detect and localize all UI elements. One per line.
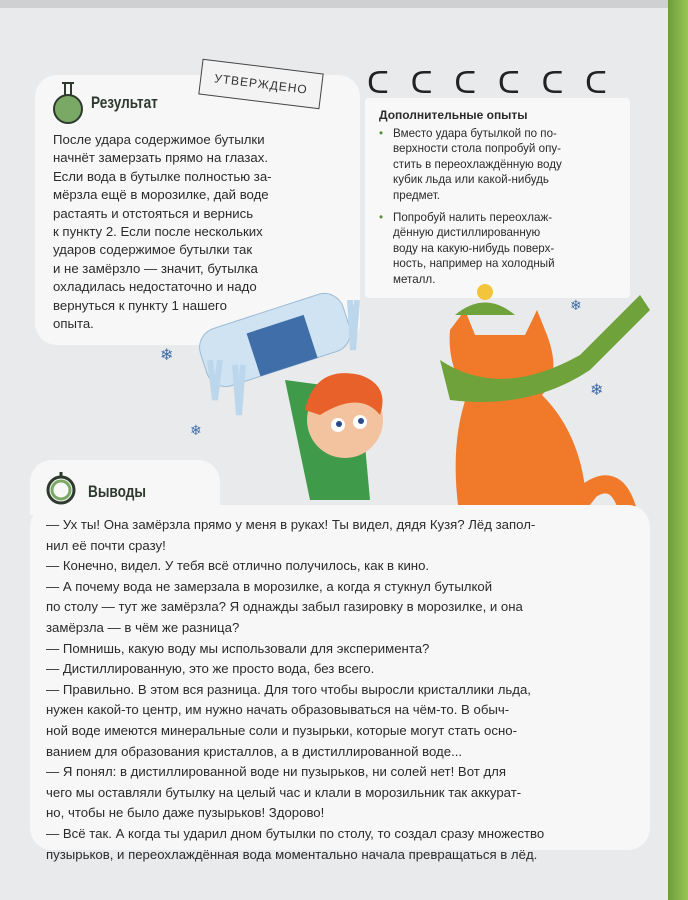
text-line: опыта. — [53, 316, 94, 332]
text-line: к пункту 2. Если после нескольких — [53, 224, 263, 240]
conclusions-heading: Выводы — [88, 482, 146, 501]
text-line: • Вместо удара бутылкой по по- — [393, 127, 557, 140]
ring-icon: ᑕ — [497, 67, 520, 100]
extra-experiments-note — [365, 98, 630, 298]
ring-icon: ᑕ — [585, 67, 607, 100]
text-line: нужен какой-то центр, им нужно начать образовываться на чём-то. В обыч- — [46, 702, 510, 718]
text-line: После удара содержимое бутылки — [53, 132, 265, 147]
text-line: металл. — [393, 272, 436, 286]
result-heading: Результат — [91, 93, 158, 112]
snowflake-icon: ❄ — [160, 347, 174, 364]
text-line: — Правильно. В этом вся разница. Для того чтобы выросли кристаллики льда, — [46, 681, 531, 697]
text-line: — Конечно, видел. У тебя всё отлично получилось, как в кино. — [46, 558, 430, 574]
text-line: начнёт замерзать прямо на глазах. — [53, 150, 269, 166]
text-line: охладилась недостаточно и надо — [53, 279, 257, 295]
text-line: • Попробуй налить переохлаж- — [393, 211, 553, 225]
text-line: нил её почти сразу! — [46, 537, 166, 553]
text-line: дённую дистиллированную — [393, 226, 541, 240]
text-line: замёрзла — в чём же разница? — [46, 619, 240, 635]
text-line: — Всё так. А когда ты ударил дном бутылки по столу, то создал сразу множество — [46, 825, 545, 841]
notebook-rings — [367, 66, 607, 106]
text-line: — Дистиллированную, это же просто вода, без всего. — [46, 661, 375, 677]
conclusions-text — [46, 515, 544, 865]
snowflake-icon: ❄ — [590, 382, 604, 399]
ring-icon: ᑕ — [367, 67, 389, 100]
text-line: но, чтобы не было даже пузырьков! Здорово! — [46, 805, 325, 821]
text-line: ванием для образования кристаллов, а в дистиллированной воде... — [46, 743, 463, 759]
conclusions-panel — [30, 505, 650, 862]
text-line: мёрзла ещё в морозилке, дай воде — [53, 187, 269, 203]
text-line: ударов содержимое бутылки так — [53, 242, 253, 258]
text-line: Если вода в бутылке полностью за- — [53, 168, 272, 184]
text-line: верхности стола попробуй опу- — [393, 142, 562, 156]
flask-icon — [51, 81, 85, 125]
text-line: пузырьков, и переохлаждённая вода моментально начала превращаться в лёд. — [46, 846, 538, 862]
text-line: растаять и отстояться и вернись — [53, 205, 254, 221]
text-line: ность, например на холодный — [393, 257, 555, 271]
text-line: по столу — тут же замёрзла? Я однажды забыл газировку в морозилке, и она — [46, 599, 523, 615]
text-line: кубик льда или какой-нибудь — [393, 173, 549, 187]
ring-icon: ᑕ — [454, 67, 477, 100]
text-line: — Я понял: в дистиллированной воде ни пузырьков, ни солей нет! Вот для — [46, 764, 506, 780]
text-line: — Ух ты! Она замёрзла прямо у меня в руках! Ты видел, дядя Кузя? Лёд запол- — [46, 517, 536, 532]
text-line: предмет. — [393, 188, 440, 202]
text-line: стить в переохлаждённую воду — [393, 157, 562, 171]
ring-icon: ᑕ — [410, 67, 433, 100]
page-top-edge — [0, 0, 668, 8]
snowflake-icon: ❄ — [190, 422, 202, 438]
text-line: — Помнишь, какую воду мы использовали для эксперимента? — [46, 640, 430, 656]
magnifier-icon — [44, 470, 78, 506]
text-line: ной воде имеются минеральные соли и пузырьки, которые могут стать осно- — [46, 722, 517, 738]
extra-list-item — [379, 126, 562, 203]
text-line: и не замёрзло — значит, бутылка — [53, 260, 258, 276]
extra-list — [365, 126, 562, 294]
extra-title: Дополнительные опыты — [379, 108, 528, 122]
text-line: — А почему вода не замерзала в морозилке, а когда я стукнул бутылкой — [46, 578, 493, 594]
boy-illustration — [285, 373, 383, 500]
text-line: вернуться к пункту 1 нашего — [53, 297, 227, 313]
snowflake-icon: ❄ — [570, 297, 582, 313]
text-line: воду на какую-нибудь поверх- — [393, 241, 555, 255]
text-line: чего мы оставляли бутылку на целый час и клали в морозильник так аккурат- — [46, 784, 522, 800]
approved-stamp: УТВЕРЖДЕНО — [198, 59, 323, 110]
ring-icon: ᑕ — [541, 67, 564, 100]
book-cover-edge — [668, 0, 688, 900]
